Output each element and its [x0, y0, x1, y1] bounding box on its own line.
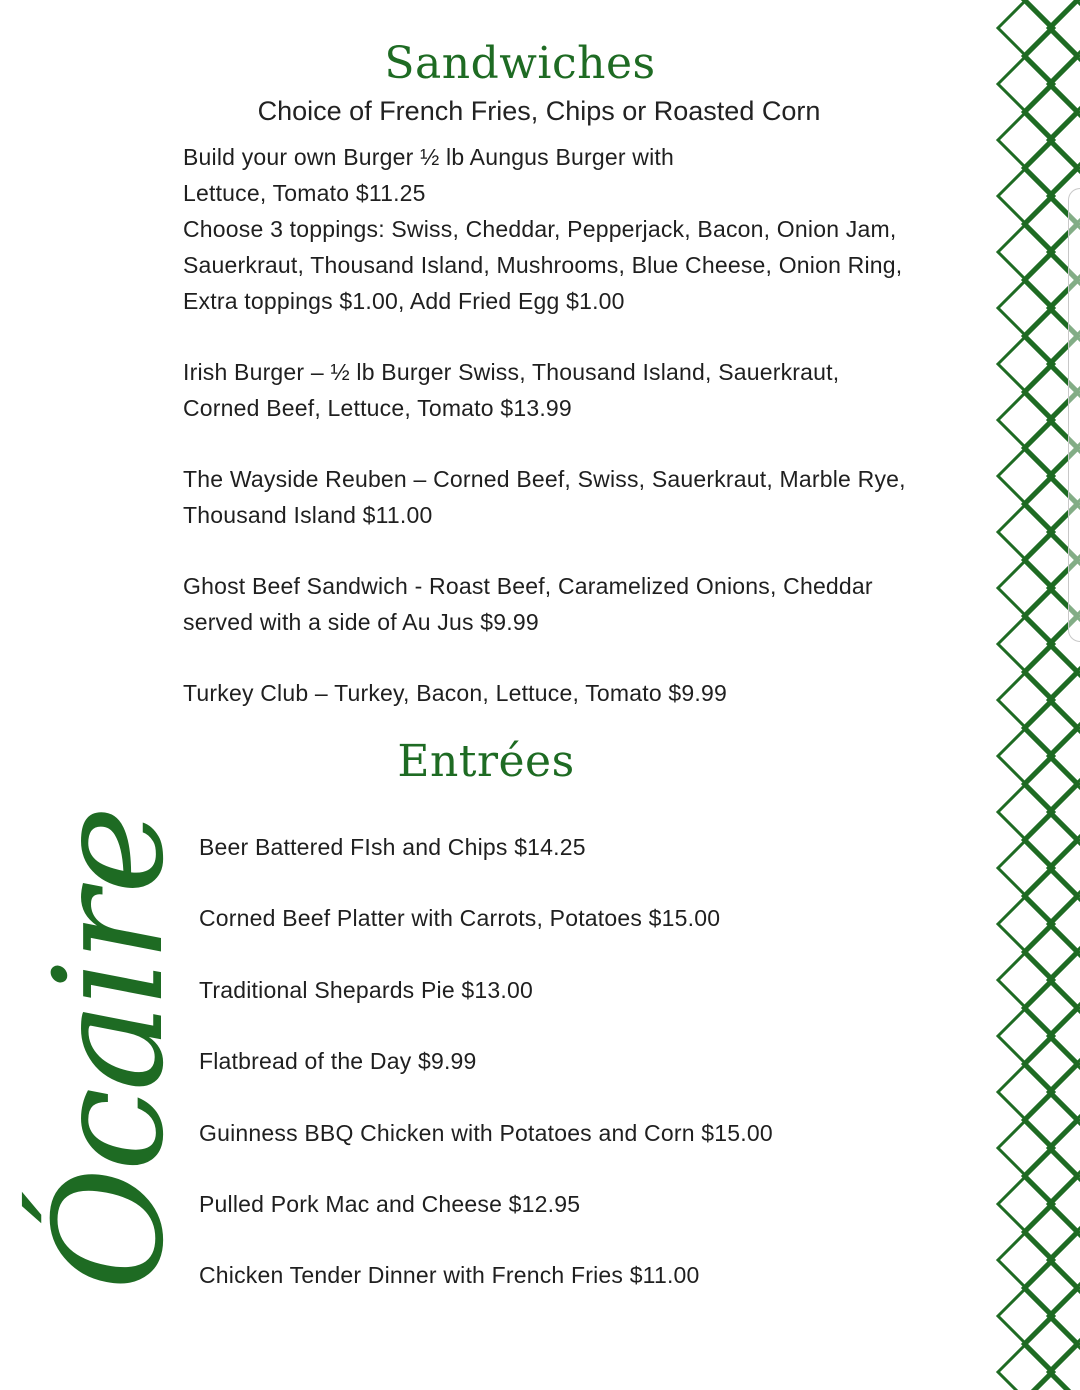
- diamond-shape: [998, 728, 1054, 784]
- sandwich-list: [183, 139, 983, 746]
- diamond-shape: [1023, 1148, 1079, 1204]
- diamond-shape: [1023, 1260, 1079, 1316]
- sandwich-line: Ghost Beef Sandwich - Roast Beef, Caramelized Onions, Cheddar: [183, 573, 873, 599]
- diamond-shape: [1023, 924, 1079, 980]
- diamond-shape: [998, 560, 1054, 616]
- diamond-shape: [1023, 756, 1079, 812]
- diamond-shape: [1023, 140, 1079, 196]
- sandwich-line: Turkey Club – Turkey, Bacon, Lettuce, Tomato $9.99: [183, 680, 727, 706]
- sandwich-item-turkey-club: [183, 675, 983, 711]
- diamond-shape: [998, 1120, 1054, 1176]
- diamond-shape: [1023, 868, 1079, 924]
- diamond-shape: [998, 1064, 1054, 1120]
- diamond-shape: [998, 896, 1054, 952]
- diamond-shape: [998, 112, 1054, 168]
- sandwich-item-irish-burger: [183, 354, 983, 426]
- scrollbar[interactable]: [1068, 188, 1080, 642]
- diamond-shape: [1023, 1204, 1079, 1260]
- diamond-shape: [1023, 28, 1079, 84]
- diamond-shape: [1023, 980, 1079, 1036]
- entrees-title: Entrées: [397, 736, 575, 787]
- sandwich-line: Sauerkraut, Thousand Island, Mushrooms, Blue Cheese, Onion Ring,: [183, 252, 903, 278]
- sandwiches-subtitle: Choice of French Fries, Chips or Roasted Corn: [257, 96, 821, 126]
- sandwich-item-wayside-reuben: [183, 461, 983, 533]
- diamond-shape: [998, 336, 1054, 392]
- entree-item: Traditional Shepards Pie $13.00: [199, 976, 533, 1003]
- entree-item: Corned Beef Platter with Carrots, Potatoes $15.00: [199, 905, 721, 932]
- diamond-shape: [998, 0, 1054, 56]
- entree-list: [199, 829, 959, 1329]
- diamond-shape: [1023, 1092, 1079, 1148]
- sandwich-line: Lettuce, Tomato $11.25: [183, 180, 426, 206]
- diamond-shape: [998, 1008, 1054, 1064]
- diamond-shape: [998, 1232, 1054, 1288]
- entree-item: Chicken Tender Dinner with French Fries $11.00: [199, 1262, 700, 1289]
- sandwich-line: The Wayside Reuben – Corned Beef, Swiss, Sauerkraut, Marble Rye,: [183, 466, 906, 492]
- diamond-shape: [998, 1176, 1054, 1232]
- diamond-shape: [998, 840, 1054, 896]
- diamond-shape: [1023, 644, 1079, 700]
- sandwich-line: Thousand Island $11.00: [183, 502, 433, 528]
- sandwich-line: Irish Burger – ½ lb Burger Swiss, Thousand Island, Sauerkraut,: [183, 359, 840, 385]
- diamond-shape: [998, 504, 1054, 560]
- diamond-shape: [998, 392, 1054, 448]
- script-logo: Ócaire: [23, 809, 197, 1291]
- entree-item: Flatbread of the Day $9.99: [199, 1048, 477, 1075]
- diamond-shape: [1023, 1036, 1079, 1092]
- diamond-shape: [998, 224, 1054, 280]
- diamond-shape: [1023, 1316, 1079, 1372]
- diamond-shape: [1023, 84, 1079, 140]
- sandwich-line: Corned Beef, Lettuce, Tomato $13.99: [183, 395, 572, 421]
- sandwiches-title: Sandwiches: [384, 38, 656, 89]
- entree-item: Beer Battered FIsh and Chips $14.25: [199, 834, 586, 860]
- diamond-shape: [998, 952, 1054, 1008]
- diamond-shape: [998, 616, 1054, 672]
- diamond-shape: [998, 168, 1054, 224]
- diamond-shape: [998, 784, 1054, 840]
- diamond-shape: [998, 672, 1054, 728]
- sandwich-line: Build your own Burger ½ lb Aungus Burger with: [183, 144, 674, 170]
- sandwich-line: served with a side of Au Jus $9.99: [183, 609, 539, 635]
- sandwich-item-ghost-beef: [183, 568, 983, 640]
- diamond-shape: [1023, 812, 1079, 868]
- diamond-shape: [998, 448, 1054, 504]
- diamond-shape: [998, 56, 1054, 112]
- diamond-shape: [998, 1288, 1054, 1344]
- diamond-shape: [1023, 700, 1079, 756]
- sandwich-line: Choose 3 toppings: Swiss, Cheddar, Pepperjack, Bacon, Onion Jam,: [183, 216, 897, 242]
- entree-item: Pulled Pork Mac and Cheese $12.95: [199, 1190, 581, 1217]
- diamond-shape: [998, 280, 1054, 336]
- sandwich-line: Extra toppings $1.00, Add Fried Egg $1.00: [183, 288, 625, 314]
- entree-item: Guinness BBQ Chicken with Potatoes and Corn $15.00: [199, 1119, 773, 1146]
- sandwich-item-build-your-own-burger: [183, 139, 983, 319]
